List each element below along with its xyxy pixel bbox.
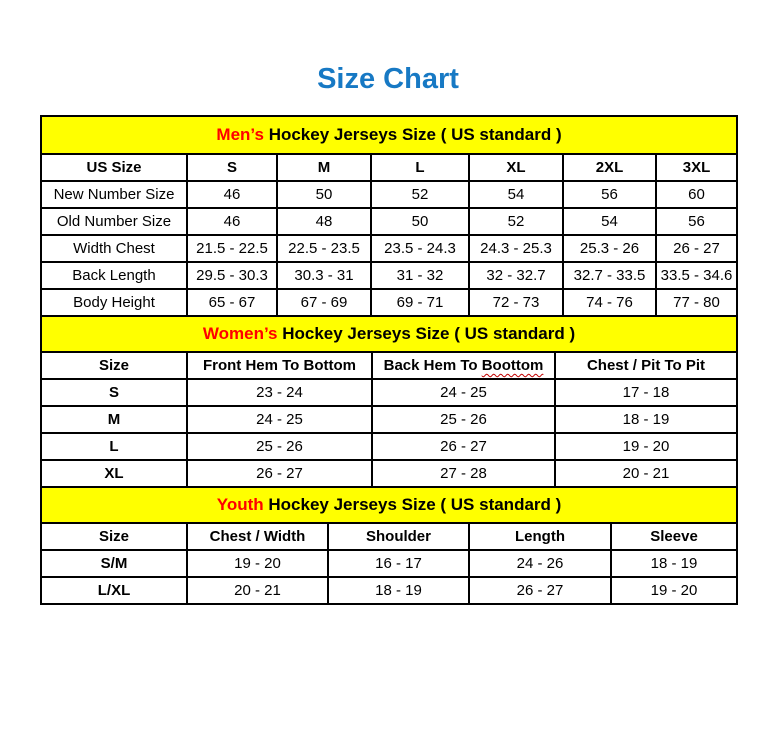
womens-banner-rest: Hockey Jerseys Size ( US standard ) xyxy=(277,324,576,344)
cell: 17 - 18 xyxy=(555,379,737,406)
column-header: US Size xyxy=(41,154,187,181)
womens-table-banner xyxy=(41,316,737,352)
cell: 67 - 69 xyxy=(277,289,371,316)
cell: 30.3 - 31 xyxy=(277,262,371,289)
column-header: Size xyxy=(41,523,187,550)
cell: 23 - 24 xyxy=(187,379,372,406)
cell: 60 xyxy=(656,181,737,208)
column-header: 3XL xyxy=(656,154,737,181)
column-header: M xyxy=(277,154,371,181)
cell: 18 - 19 xyxy=(611,550,737,577)
cell: 54 xyxy=(563,208,656,235)
size-chart-container xyxy=(40,115,736,605)
womens-banner-highlight: Women’s xyxy=(202,324,278,344)
cell: 24.3 - 25.3 xyxy=(469,235,563,262)
cell: 32 - 32.7 xyxy=(469,262,563,289)
cell: 18 - 19 xyxy=(555,406,737,433)
cell: 50 xyxy=(371,208,469,235)
mens-header-row xyxy=(41,154,737,181)
cell: 16 - 17 xyxy=(328,550,469,577)
womens-banner-row xyxy=(41,316,737,352)
cell: 46 xyxy=(187,181,277,208)
mens-banner-row xyxy=(41,116,737,154)
cell: 69 - 71 xyxy=(371,289,469,316)
cell: 24 - 25 xyxy=(187,406,372,433)
row-label: S xyxy=(41,379,187,406)
cell: 50 xyxy=(277,181,371,208)
column-header: L xyxy=(371,154,469,181)
table-row xyxy=(41,289,737,316)
womens-size-table xyxy=(40,315,738,488)
table-row xyxy=(41,550,737,577)
row-label: S/M xyxy=(41,550,187,577)
cell: 26 - 27 xyxy=(187,460,372,487)
youth-banner-row xyxy=(41,487,737,523)
table-row xyxy=(41,406,737,433)
cell: 19 - 20 xyxy=(187,550,328,577)
row-label: New Number Size xyxy=(41,181,187,208)
row-label: Back Length xyxy=(41,262,187,289)
cell: 56 xyxy=(563,181,656,208)
youth-table-banner xyxy=(41,487,737,523)
cell: 52 xyxy=(371,181,469,208)
youth-header-row xyxy=(41,523,737,550)
mens-table-banner xyxy=(41,116,737,154)
column-header: Size xyxy=(41,352,187,379)
cell: 29.5 - 30.3 xyxy=(187,262,277,289)
row-label: XL xyxy=(41,460,187,487)
column-header: Chest / Width xyxy=(187,523,328,550)
column-header: S xyxy=(187,154,277,181)
youth-banner-highlight: Youth xyxy=(216,495,264,515)
row-label: M xyxy=(41,406,187,433)
cell: 26 - 27 xyxy=(469,577,611,604)
cell: 65 - 67 xyxy=(187,289,277,316)
cell: 22.5 - 23.5 xyxy=(277,235,371,262)
cell: 25.3 - 26 xyxy=(563,235,656,262)
mens-banner-highlight: Men’s xyxy=(216,125,264,145)
cell: 18 - 19 xyxy=(328,577,469,604)
column-header: Sleeve xyxy=(611,523,737,550)
cell: 27 - 28 xyxy=(372,460,555,487)
table-row xyxy=(41,577,737,604)
womens-header-row xyxy=(41,352,737,379)
mens-size-table xyxy=(40,115,738,317)
cell: 54 xyxy=(469,181,563,208)
column-header: 2XL xyxy=(563,154,656,181)
cell: 32.7 - 33.5 xyxy=(563,262,656,289)
row-label: Old Number Size xyxy=(41,208,187,235)
cell: 26 - 27 xyxy=(656,235,737,262)
cell: 72 - 73 xyxy=(469,289,563,316)
cell: 48 xyxy=(277,208,371,235)
cell: 25 - 26 xyxy=(372,406,555,433)
cell: 19 - 20 xyxy=(555,433,737,460)
cell: 26 - 27 xyxy=(372,433,555,460)
column-header: Shoulder xyxy=(328,523,469,550)
cell: 33.5 - 34.6 xyxy=(656,262,737,289)
cell: 77 - 80 xyxy=(656,289,737,316)
cell: 24 - 26 xyxy=(469,550,611,577)
table-row xyxy=(41,208,737,235)
table-row xyxy=(41,235,737,262)
row-label: L/XL xyxy=(41,577,187,604)
column-header: Length xyxy=(469,523,611,550)
cell: 46 xyxy=(187,208,277,235)
row-label: Body Height xyxy=(41,289,187,316)
cell: 20 - 21 xyxy=(187,577,328,604)
misspelled-prefix: Back Hem To xyxy=(383,356,482,374)
cell: 25 - 26 xyxy=(187,433,372,460)
table-row xyxy=(41,262,737,289)
row-label: Width Chest xyxy=(41,235,187,262)
youth-banner-rest: Hockey Jerseys Size ( US standard ) xyxy=(263,495,562,515)
mens-banner-rest: Hockey Jerseys Size ( US standard ) xyxy=(263,125,562,145)
table-row xyxy=(41,460,737,487)
cell: 31 - 32 xyxy=(371,262,469,289)
cell: 52 xyxy=(469,208,563,235)
column-header: Front Hem To Bottom xyxy=(187,352,372,379)
cell: 23.5 - 24.3 xyxy=(371,235,469,262)
table-row xyxy=(41,379,737,406)
column-header: Chest / Pit To Pit xyxy=(555,352,737,379)
column-header: XL xyxy=(469,154,563,181)
table-row xyxy=(41,433,737,460)
page-title: Size Chart xyxy=(317,63,459,95)
cell: 19 - 20 xyxy=(611,577,737,604)
cell: 56 xyxy=(656,208,737,235)
row-label: L xyxy=(41,433,187,460)
youth-size-table xyxy=(40,486,738,605)
cell: 74 - 76 xyxy=(563,289,656,316)
cell: 21.5 - 22.5 xyxy=(187,235,277,262)
column-header-misspelled xyxy=(372,352,555,379)
table-row xyxy=(41,181,737,208)
cell: 24 - 25 xyxy=(372,379,555,406)
cell: 20 - 21 xyxy=(555,460,737,487)
misspelled-word: Boottom xyxy=(481,356,544,374)
